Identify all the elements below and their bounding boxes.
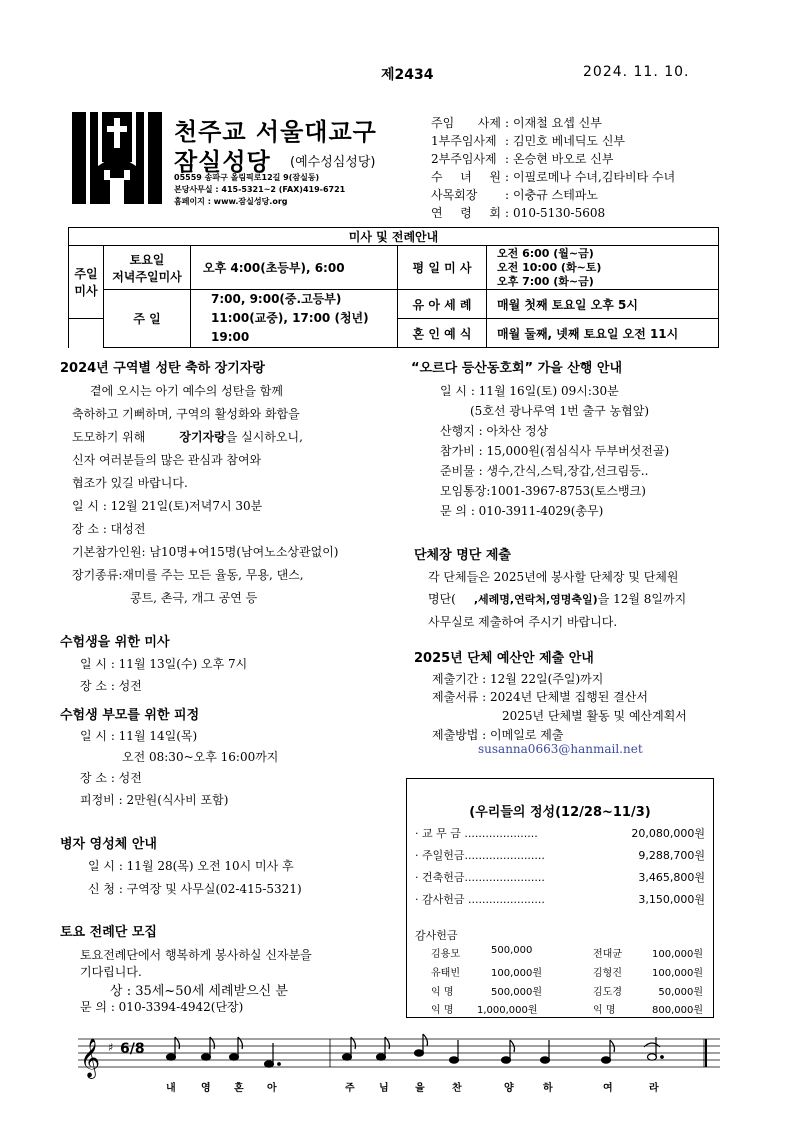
exam-mass-title: 수험생을 위한 미사 [60, 635, 170, 650]
retreat-line: 오전 08:30~오후 16:00까지 [122, 750, 279, 764]
lyric-syllable: 내 [166, 1083, 176, 1094]
donor-name: 유태빈 [431, 968, 460, 979]
budget-line: 2025년 단체별 활동 및 예산계획서 [502, 709, 687, 723]
lyric-syllable: 을 [415, 1083, 425, 1094]
parent-retreat-title: 수험생 부모를 위한 피정 [60, 708, 200, 723]
infant-baptism-text: 매월 첫째 토요일 오후 5시 [487, 290, 719, 319]
lyric-syllable: 주 [345, 1083, 355, 1094]
christmas-line: 장 소 : 대성전 [72, 522, 146, 536]
budget-title: 2025년 단체 예산안 제출 안내 [414, 651, 594, 666]
christmas-line: 일 시 : 12월 21일(토)저녁7시 30분 [72, 499, 263, 513]
lyric-syllable: 여 [603, 1083, 613, 1094]
spacer [69, 319, 104, 348]
staff-row: 2부주임사제 : 온승현 바오로 신부 [431, 152, 614, 166]
donor-name: 익 명 [593, 1005, 616, 1016]
thanks-offering-title: 감사헌금 [415, 929, 458, 942]
christmas-line: 축하하고 기뻐하며, 구역의 활성화와 화합을 [72, 407, 300, 421]
time-signature: 6/8 [120, 1041, 145, 1057]
lyric-syllable: 님 [379, 1083, 389, 1094]
mass-table-title: 미사 및 전례안내 [69, 228, 719, 246]
saturday-altar-title: 토요 전례단 모집 [60, 925, 157, 940]
music-staff [68, 1033, 720, 1103]
offering-label: · 감사헌금 ...................... [415, 893, 545, 906]
christmas-line: 콩트, 촌극, 개그 공연 등 [130, 591, 258, 605]
hiking-line: 모임통장:1001-3967-8753(토스뱅크) [440, 484, 646, 498]
christmas-line: 협조가 있길 바랍니다. [72, 476, 188, 490]
donor-amount: 500,000원 [491, 987, 543, 998]
wedding-label: 혼 인 예 식 [398, 319, 487, 348]
infant-baptism-label: 유 아 세 례 [398, 290, 487, 319]
hiking-line: 문 의 : 010-3911-4029(총무) [440, 504, 604, 518]
office-phone: 본당사무실 : 415-5321~2 (FAX)419-6721 [174, 185, 346, 194]
donor-amount: 50,000원 [658, 987, 703, 998]
issue-number: 제2434 [381, 67, 434, 83]
altar-line: 상 : 35세~50세 세례받으신 분 [110, 984, 288, 999]
roster-line: 각 단체들은 2025년에 봉사할 단체장 및 단체원 [428, 570, 679, 584]
budget-email-link[interactable]: susanna0663@hanmail.net [478, 742, 643, 756]
sunday-times: 7:00, 9:00(중.고등부) 11:00(교중), 17:00 (청년) 19:00 [191, 290, 398, 348]
exam-mass-line: 일 시 : 11월 13일(수) 오후 7시 [80, 657, 248, 671]
saturday-label: 토요일 저녁주일미사 [104, 246, 191, 290]
hiking-line: 준비물 : 생수,간식,스틱,장갑,선크림등.. [440, 464, 649, 478]
christmas-line: 도모하기 위해 장기자랑을 실시하오니, [72, 430, 303, 444]
donor-name: 김용모 [431, 949, 460, 960]
donor-name: 익 명 [431, 987, 454, 998]
staff-row: 1부주임사제 : 김민호 베네딕도 신부 [431, 134, 626, 148]
budget-line: 제출기간 : 12월 22일(주일)까지 [432, 672, 604, 686]
altar-line: 토요전례단에서 행복하게 봉사하실 신자분을 [80, 948, 312, 962]
donor-amount: 500,000 [491, 945, 533, 956]
offering-label: · 주일헌금....................... [415, 849, 545, 862]
donor-name: 전대균 [593, 949, 622, 960]
offering-amount: 9,288,700원 [638, 849, 705, 862]
donor-name: 익 명 [431, 1005, 454, 1016]
altar-line: 문 의 : 010-3394-4942(단장) [80, 1000, 244, 1014]
lyric-syllable: 혼 [234, 1083, 244, 1094]
retreat-line: 장 소 : 성전 [80, 771, 142, 785]
offering-box [406, 778, 714, 1018]
treble-clef-icon: 𝄞 [80, 1038, 101, 1078]
donor-amount: 1,000,000원 [477, 1005, 538, 1016]
staff-row: 수 녀 원 : 이필로메나 수녀,김타비타 수녀 [431, 170, 676, 184]
hiking-title: “오르다 등산동호회” 가을 산행 안내 [411, 361, 623, 376]
offering-label: · 건축헌금....................... [415, 871, 545, 884]
sick-communion-line: 신 청 : 구역장 및 사무실(02-415-5321) [88, 882, 302, 896]
lyric-syllable: 양 [504, 1083, 514, 1094]
sunday-mass-label: 주일 미사 [69, 246, 104, 319]
saturday-times: 오후 4:00(초등부), 6:00 [191, 246, 398, 290]
christmas-line: 곁에 오시는 아기 예수의 성탄을 함께 [90, 384, 283, 398]
christmas-title: 2024년 구역별 성탄 축하 장기자랑 [60, 361, 265, 376]
donor-name: 김형진 [593, 968, 622, 979]
altar-line: 기다립니다. [80, 965, 142, 979]
roster-title: 단체장 명단 제출 [414, 548, 511, 563]
donor-amount: 800,000원 [651, 1005, 703, 1016]
christmas-line: 기본참가인원: 남10명+여15명(남여노소상관없이) [72, 545, 339, 559]
donor-amount: 100,000원 [651, 968, 703, 979]
offering-amount: 3,465,800원 [638, 871, 705, 884]
mass-schedule-table [68, 227, 719, 348]
roster-line: 명단( ,세례명,연락처,영명축일)을 12월 8일까지 [428, 592, 687, 606]
hiking-line: 참가비 : 15,000원(점심식사 두부버섯전골) [440, 444, 670, 458]
sunday-label: 주 일 [104, 290, 191, 348]
hiking-line: 일 시 : 11월 16일(토) 09시:30분 [440, 384, 619, 398]
lyric-syllable: 찬 [452, 1083, 462, 1094]
issue-date: 2024. 11. 10. [583, 64, 690, 80]
offering-label: · 교 무 금 ..................... [415, 827, 538, 840]
offering-title: (우리들의 정성(12/28~11/3) [469, 805, 651, 820]
christmas-line: 장기종류:재미를 주는 모든 율동, 무용, 댄스, [72, 568, 304, 582]
staff-row: 연 령 회 : 010-5130-5608 [431, 206, 606, 220]
offering-amount: 3,150,000원 [638, 893, 705, 906]
christmas-line: 신자 여러분들의 많은 관심과 참여와 [72, 453, 262, 467]
lyric-syllable: 하 [543, 1083, 553, 1094]
church-logo [68, 108, 166, 208]
sick-communion-line: 일 시 : 11월 28(목) 오전 10시 미사 후 [88, 859, 294, 873]
staff-row: 주임 사제 : 이재철 요셉 신부 [431, 116, 602, 130]
archdiocese-title: 천주교 서울대교구 [174, 118, 377, 146]
svg-text:♯: ♯ [108, 1041, 114, 1054]
budget-line: 제출서류 : 2024년 단체별 집행된 결산서 [432, 690, 648, 704]
hiking-line: (5호선 광나루역 1번 출구 농협앞) [470, 404, 649, 418]
lyric-syllable: 아 [267, 1083, 277, 1094]
retreat-line: 일 시 : 11월 14일(목) [80, 729, 198, 743]
donor-amount: 100,000원 [651, 949, 703, 960]
roster-line: 사무실로 제출하여 주시기 바랍니다. [428, 615, 618, 629]
wedding-text: 매월 둘째, 넷째 토요일 오전 11시 [487, 319, 719, 348]
address: 05559 송파구 올림픽로12길 9(잠실동) [174, 173, 320, 182]
homepage[interactable]: 홈페이지 : www.잠실성당.org [174, 197, 288, 206]
lyric-syllable: 영 [201, 1083, 211, 1094]
donor-amount: 100,000원 [491, 968, 543, 979]
lyric-syllable: 라 [649, 1083, 659, 1094]
hiking-line: 산행지 : 아차산 정상 [440, 424, 549, 438]
donor-name: 김도경 [593, 987, 622, 998]
weekday-times: 오전 6:00 (월~금) 오전 10:00 (화~토) 오후 7:00 (화~금) [487, 246, 719, 290]
sick-communion-title: 병자 영성체 안내 [60, 837, 157, 852]
budget-line: 제출방법 : 이메일로 제출 [432, 728, 564, 742]
retreat-line: 피정비 : 2만원(식사비 포함) [80, 793, 229, 807]
staff-row: 사목회장 : 이충규 스테파노 [431, 188, 599, 202]
patron-name: (예수성심성당) [290, 155, 376, 170]
exam-mass-line: 장 소 : 성전 [80, 679, 142, 693]
offering-amount: 20,080,000원 [631, 827, 705, 840]
weekday-label: 평 일 미 사 [398, 246, 487, 290]
parish-title: 잠실성당 [174, 148, 271, 176]
